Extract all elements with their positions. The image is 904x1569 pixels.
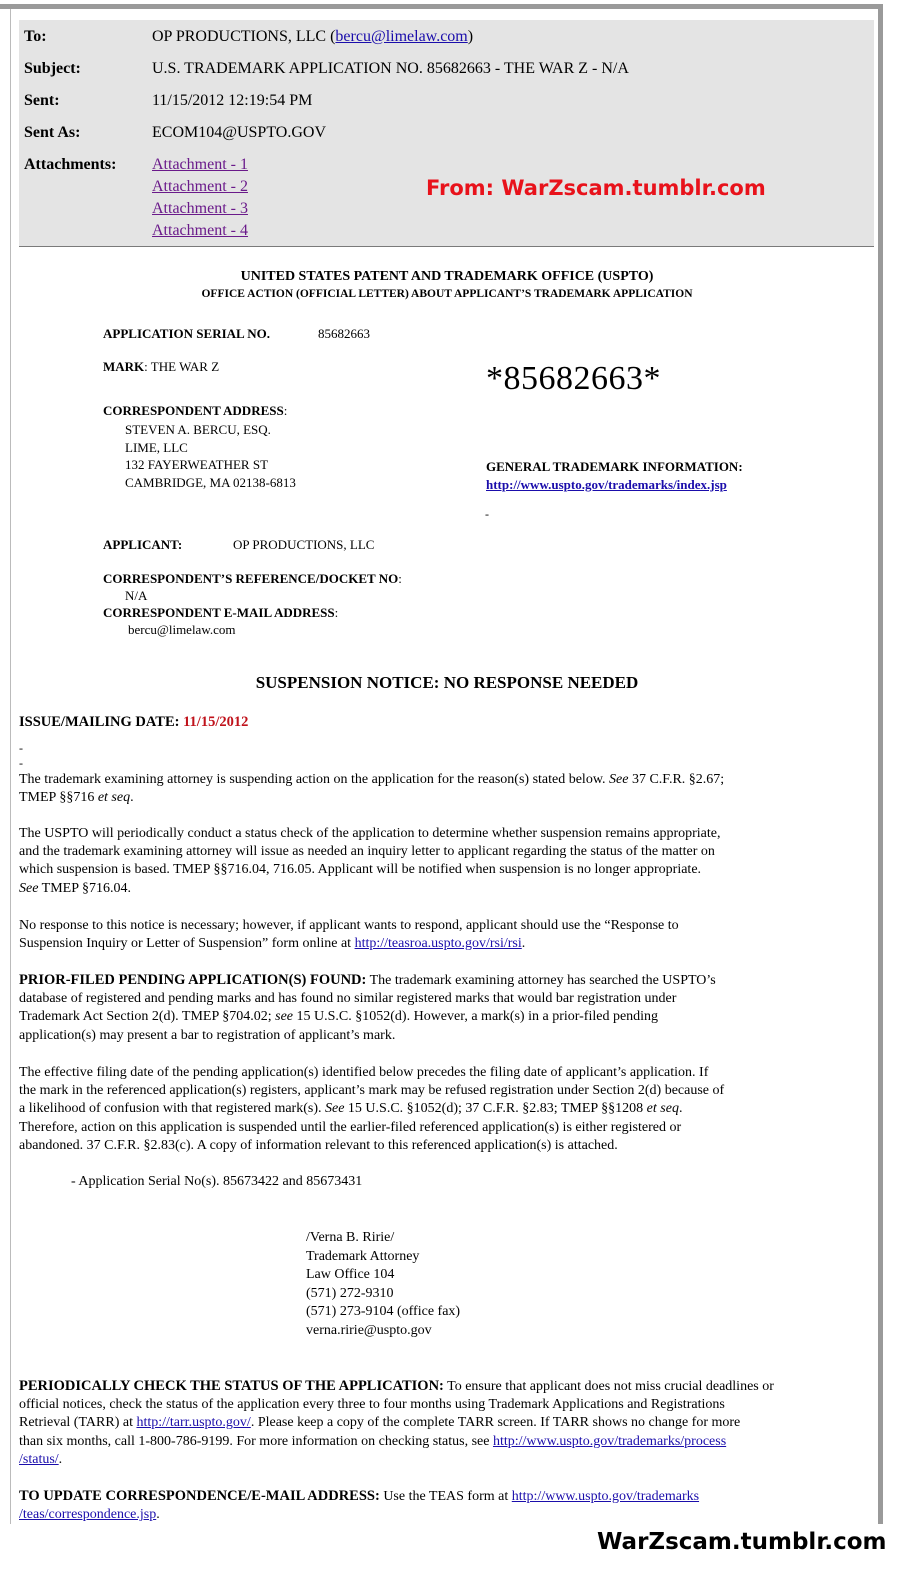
mark-label: MARK — [103, 359, 145, 374]
teas-rsi-link[interactable]: http://teasroa.uspto.gov/rsi/rsi — [354, 936, 522, 952]
window-border-right — [878, 4, 883, 1524]
text-line-part: To ensure that applicant does not miss crucial deadlines or — [443, 1379, 774, 1394]
text-line-part: The trademark examining attorney has searched the USPTO’s — [366, 973, 716, 988]
office-title: UNITED STATES PATENT AND TRADEMARK OFFICE (USPTO) — [240, 269, 654, 284]
address-line: LIME, LLC — [125, 439, 188, 455]
text-line-part: Use the TEAS form at — [379, 1489, 512, 1504]
attachments-label: Attachments: — [24, 156, 117, 173]
paragraph-suspension — [19, 771, 871, 807]
notice-title: SUSPENSION NOTICE: NO RESPONSE NEEDED — [255, 673, 639, 692]
to-email-link[interactable]: bercu@limelaw.com — [335, 28, 468, 45]
serial-label: APPLICATION SERIAL NO. — [103, 326, 270, 341]
signature-line: Trademark Attorney — [306, 1248, 420, 1264]
signature-block — [306, 1229, 460, 1341]
text-line: See TMEP §716.04. — [19, 880, 132, 896]
address-line: STEVEN A. BERCU, ESQ. — [125, 422, 271, 437]
address-line: 132 FAYERWEATHER ST — [125, 457, 269, 472]
to-name: OP PRODUCTIONS, LLC ( — [152, 28, 336, 45]
correspondent-email-label: CORRESPONDENT E-MAIL ADDRESS — [103, 605, 335, 620]
text-line: Trademark Act Section 2(d). TMEP §704.02; see 15 U.S.C. §1052(d). However, a mark(s) in a prior-filed pending — [19, 1009, 659, 1025]
to-value — [152, 28, 473, 46]
watermark-footer: WarZscam.tumblr.com — [597, 1529, 887, 1555]
to-label: To: — [24, 28, 47, 45]
serial-value: 85682663 — [318, 326, 370, 341]
text-line: The effective filing date of the pending application(s) identified below precedes the filing date of applicant’s application. If — [19, 1065, 709, 1080]
text-line: abandoned. 37 C.F.R. §2.83(c). A copy of information relevant to this referenced application(s) is attached. — [19, 1137, 618, 1153]
paragraph-status-check — [19, 825, 871, 898]
text-line: The trademark examining attorney is suspending action on the application for the reason(s) stated below. See 37 C.F.R. §2.67; — [19, 772, 725, 787]
text-line — [19, 1451, 871, 1469]
correspondent-email-colon: : — [334, 605, 339, 620]
issue-date-label: ISSUE/MAILING DATE: — [19, 714, 184, 730]
reference-heading — [103, 571, 402, 587]
paragraph-no-response — [19, 917, 871, 953]
email-header — [19, 20, 874, 247]
office-subtitle: OFFICE ACTION (OFFICIAL LETTER) ABOUT APPLICANT’S TRADEMARK APPLICATION — [201, 288, 693, 300]
text-line-part: . — [156, 1507, 160, 1523]
barcode-serial: *85682663* — [486, 360, 661, 397]
status-link-continued[interactable]: /status/ — [19, 1451, 59, 1467]
dash-marker: - — [19, 756, 23, 770]
watermark-header: From: WarZscam.tumblr.com — [426, 176, 766, 200]
paragraph-update-correspondence — [19, 1487, 871, 1524]
window-border-left — [10, 9, 11, 1524]
general-info-link[interactable]: http://www.uspto.gov/trademarks/index.jsp — [486, 477, 727, 492]
paragraph-prior-filed — [19, 971, 871, 1045]
correspondent-email-heading — [103, 605, 338, 621]
signature-line: (571) 272-9310 — [306, 1285, 394, 1301]
reference-label: CORRESPONDENT’S REFERENCE/DOCKET NO — [103, 571, 399, 586]
subject-label: Subject: — [24, 60, 81, 77]
sent-label: Sent: — [24, 92, 60, 109]
text-line-part: Suspension Inquiry or Letter of Suspension” form online at — [19, 936, 355, 952]
signature-line: /Verna B. Ririe/ — [306, 1230, 395, 1245]
text-line: No response to this notice is necessary; however, if applicant wants to respond, applicant should use the “Response to — [19, 918, 679, 933]
attachment-link-2[interactable]: Attachment - 2 — [152, 178, 248, 195]
tarr-link[interactable]: http://tarr.uspto.gov/ — [136, 1415, 251, 1431]
sent-value: 11/15/2012 12:19:54 PM — [152, 92, 313, 109]
text-line — [19, 1433, 871, 1451]
reference-colon: : — [398, 571, 402, 586]
correspondent-address-label: CORRESPONDENT ADDRESS — [103, 403, 284, 418]
text-line: the mark in the referenced application(s) registers, applicant’s mark may be refused registration under Section 2(d) because of — [19, 1083, 725, 1099]
correspondent-address-heading — [103, 403, 287, 419]
correspondent-address — [125, 421, 296, 491]
sent-as-value: ECOM104@USPTO.GOV — [152, 124, 327, 141]
issue-date-value: 11/15/2012 — [183, 714, 249, 730]
text-line: a likelihood of confusion with that registered mark(s). See 15 U.S.C. §1052(d); 37 C.F.R. §2.83; TMEP §§1208 et seq. — [19, 1101, 683, 1117]
mark-line — [103, 359, 219, 375]
signature-line: verna.ririe@uspto.gov — [306, 1322, 432, 1338]
dash-marker: - — [485, 507, 489, 521]
correspondence-form-link-continued[interactable]: /teas/correspondence.jsp — [19, 1507, 157, 1523]
text-line — [19, 1377, 871, 1396]
text-line — [19, 971, 871, 990]
status-link[interactable]: http://www.uspto.gov/trademarks/process — [492, 1433, 727, 1449]
text-line — [19, 935, 871, 953]
signature-line: (571) 273-9104 (office fax) — [306, 1304, 461, 1320]
text-line: and the trademark examining attorney will issue as needed an inquiry letter to applicant regarding the status of the matter on — [19, 844, 715, 860]
text-line: database of registered and pending marks and has found no similar registered marks that would bar registration under — [19, 991, 677, 1007]
prior-filed-heading: PRIOR-FILED PENDING APPLICATION(S) FOUND: — [19, 972, 367, 988]
text-line-part: . — [58, 1451, 63, 1467]
to-close: ) — [467, 28, 474, 45]
issue-date-line — [19, 714, 248, 731]
text-line: application(s) may present a bar to registration of applicant’s mark. — [19, 1027, 396, 1043]
paragraph-effective-date — [19, 1064, 871, 1155]
text-line-part: . — [521, 936, 526, 952]
update-correspondence-heading: TO UPDATE CORRESPONDENCE/E-MAIL ADDRESS: — [19, 1488, 380, 1504]
text-line: The USPTO will periodically conduct a status check of the application to determine whether suspension remains appropriate, — [19, 826, 721, 841]
attachment-link-4[interactable]: Attachment - 4 — [152, 222, 248, 239]
dash-marker: - — [19, 741, 23, 755]
signature-line: Law Office 104 — [306, 1267, 395, 1283]
general-info-label: GENERAL TRADEMARK INFORMATION: — [486, 459, 743, 474]
mark-value: : THE WAR Z — [144, 359, 220, 374]
address-line: CAMBRIDGE, MA 02138-6813 — [125, 474, 296, 490]
correspondent-email-value: bercu@limelaw.com — [128, 622, 236, 637]
window-border-top — [0, 4, 883, 9]
attachment-link-1[interactable]: Attachment - 1 — [152, 156, 248, 173]
applicant-value: OP PRODUCTIONS, LLC — [233, 537, 375, 552]
sent-as-label: Sent As: — [24, 124, 81, 141]
applicant-label: APPLICANT: — [103, 537, 183, 552]
reference-value: N/A — [125, 588, 148, 603]
attachment-link-3[interactable]: Attachment - 3 — [152, 200, 248, 217]
check-status-heading: PERIODICALLY CHECK THE STATUS OF THE APPLICATION: — [19, 1378, 444, 1394]
paragraph-check-status — [19, 1377, 871, 1469]
text-line: official notices, check the status of the application every three to four months using Trademark Applications and Registrations — [19, 1397, 725, 1413]
text-line — [19, 1506, 871, 1524]
correspondent-address-colon: : — [283, 403, 288, 418]
text-line: which suspension is based. TMEP §§716.04, 716.05. Applicant will be notified when suspension is no longer appropriate. — [19, 862, 702, 878]
application-serials: - Application Serial No(s). 85673422 and 85673431 — [71, 1174, 363, 1189]
subject-value: U.S. TRADEMARK APPLICATION NO. 85682663 - THE WAR Z - N/A — [152, 60, 629, 77]
text-line-part: . Please keep a copy of the complete TARR screen. If TARR shows no change for more — [250, 1415, 741, 1431]
text-line — [19, 1414, 871, 1432]
text-line — [19, 1487, 871, 1506]
text-line: Therefore, action on this application is suspended until the earlier-filed referenced application(s) is either registered or — [19, 1119, 682, 1135]
text-line: TMEP §§716 et seq. — [19, 790, 134, 806]
text-line-part: Retrieval (TARR) at — [19, 1415, 137, 1431]
correspondence-form-link[interactable]: http://www.uspto.gov/trademarks — [511, 1489, 700, 1504]
text-line-part: than six months, call 1-800-786-9199. For more information on checking status, see — [19, 1433, 493, 1449]
